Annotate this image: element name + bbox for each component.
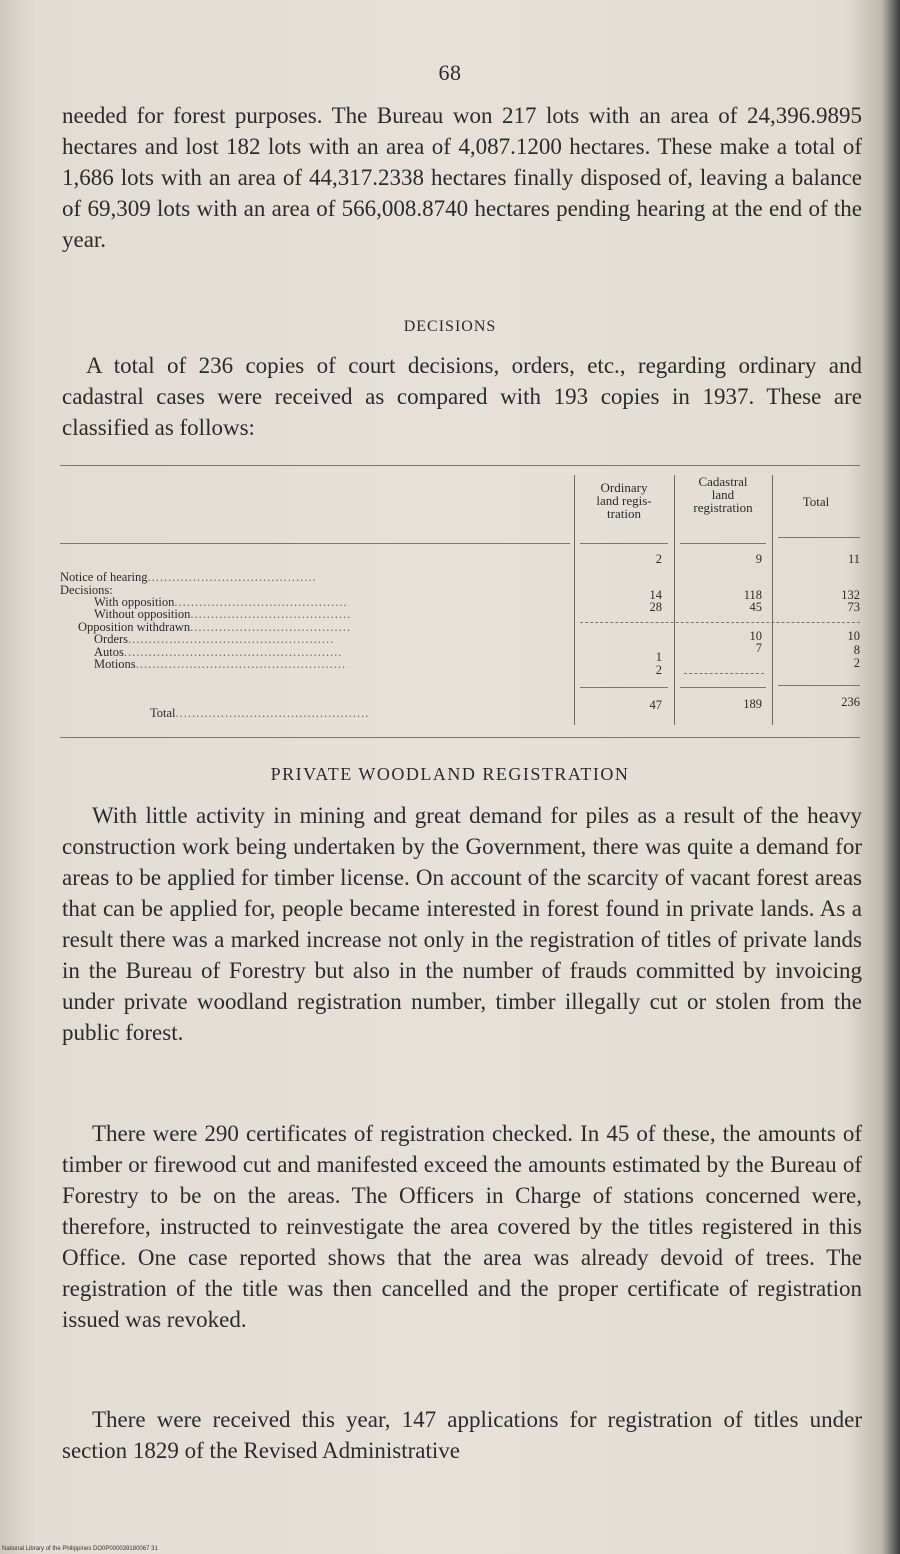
cell-autos-total: 2 — [853, 656, 860, 670]
heading-decisions: DECISIONS — [403, 318, 497, 335]
cell-without-opp-total: 73 — [847, 600, 860, 614]
total-rule-cad — [680, 687, 766, 688]
total-rule-total — [778, 685, 860, 686]
table-vline-3 — [772, 475, 773, 725]
cell-orders-cadastral: 7 — [755, 641, 762, 655]
paragraph-land-lots: needed for forest purposes. The Bureau won 217 lots with an area of 24,396.9895 hectares and lost 182 lots with an area of 4,087.1200 hectares. These make a total of 1,686 lots with an area of 44,317.2338 hectares finally disposed of, leaving a balance of 69,309 lots with an area of 566,008.8740 hectares pending hearing at the end of the year. — [62, 103, 862, 252]
col-head-total: Total — [802, 494, 830, 509]
row-label-orders: Orders.................................................. — [94, 633, 335, 646]
header-rule-cad — [680, 543, 766, 544]
library-footer: National Library of the Philippines DO0P000039180067 31 — [2, 1546, 158, 1552]
cell-notice-total: 11 — [847, 552, 860, 566]
header-rule-total — [778, 537, 860, 538]
col-head-cadastral: Cadastral land registration — [693, 474, 753, 515]
cell-notice-ordinary: 2 — [655, 552, 662, 566]
header-rule-ord — [580, 543, 668, 544]
dashed-rule-mid — [580, 622, 860, 624]
row-label-without-opposition: Without opposition....................................... — [94, 608, 352, 621]
paragraph-applications: There were received this year, 147 applications for registration of titles under section 1829 of the Revised Administrative — [62, 1407, 862, 1463]
page-number: 68 — [438, 60, 462, 85]
cell-without-opp-ordinary: 28 — [649, 600, 662, 614]
dashed-rule-cad — [684, 673, 764, 675]
decisions-table — [60, 465, 860, 745]
cell-autos-ordinary: 2 — [655, 663, 662, 677]
row-label-autos: Autos..................................................... — [94, 646, 343, 659]
row-label-with-opposition: With opposition.......................................... — [94, 596, 348, 609]
cell-without-opp-cadastral: 45 — [749, 600, 762, 614]
cell-withdrawn-cadastral: 10 — [749, 629, 762, 643]
row-label-opposition-withdrawn: Opposition withdrawn....................................... — [78, 621, 352, 634]
cell-with-opp-ordinary: 14 — [649, 588, 662, 602]
row-label-motions: Motions................................................... — [94, 658, 347, 671]
paragraph-private-woodland: With little activity in mining and great demand for piles as a result of the heavy construction work being undertaken by the Government, there was quite a demand for areas to be applied for timber license. On account of the scarcity of vacant forest areas that can be applied for, people became interested in forest found in private lands. As a result there was a marked increase not only in the registration of titles of private lands in the Bureau of Forestry but also in the number of frauds committed by invoicing under private woodland registration number, timber illegally cut or stolen from the public forest. — [62, 803, 862, 1045]
cell-total-ordinary: 47 — [649, 698, 662, 712]
row-label-notice: Notice of hearing......................................... — [60, 571, 317, 584]
table-top-rule — [60, 465, 860, 466]
header-rule-stub — [60, 543, 570, 544]
total-rule-ord — [580, 687, 668, 688]
table-bottom-rule — [60, 737, 860, 738]
heading-private-woodland: PRIVATE WOODLAND REGISTRATION — [270, 764, 630, 784]
cell-orders-ordinary: 1 — [655, 650, 662, 664]
cell-with-opp-cadastral: 118 — [743, 588, 762, 602]
col-head-ordinary: Ordinary land regis- tration — [596, 480, 652, 521]
cell-notice-cadastral: 9 — [755, 552, 762, 566]
row-label-decisions: Decisions: — [60, 584, 113, 597]
row-label-total: Total............................................... — [150, 707, 370, 720]
paragraph-certificates: There were 290 certificates of registration checked. In 45 of these, the amounts of timber or firewood cut and manifested exceed the amounts estimated by the Bureau of Forestry to be on the areas. The Officers in Charge of stations concerned were, therefore, instructed to reinvestigate the area covered by the titles registered in this Office. One case reported shows that the area was already devoid of trees. The registration of the title was then cancelled and the proper certificate of registration issued was revoked. — [62, 1121, 862, 1332]
cell-orders-total: 8 — [853, 643, 860, 657]
cell-total-cadastral: 189 — [743, 697, 762, 711]
cell-total-total: 236 — [841, 695, 860, 709]
cell-with-opp-total: 132 — [841, 588, 860, 602]
cell-withdrawn-total: 10 — [847, 629, 860, 643]
paragraph-decisions: A total of 236 copies of court decisions, orders, etc., regarding ordinary and cadastral cases were received as compared with 193 copies in 1937. These are classified as follows: — [62, 353, 862, 440]
